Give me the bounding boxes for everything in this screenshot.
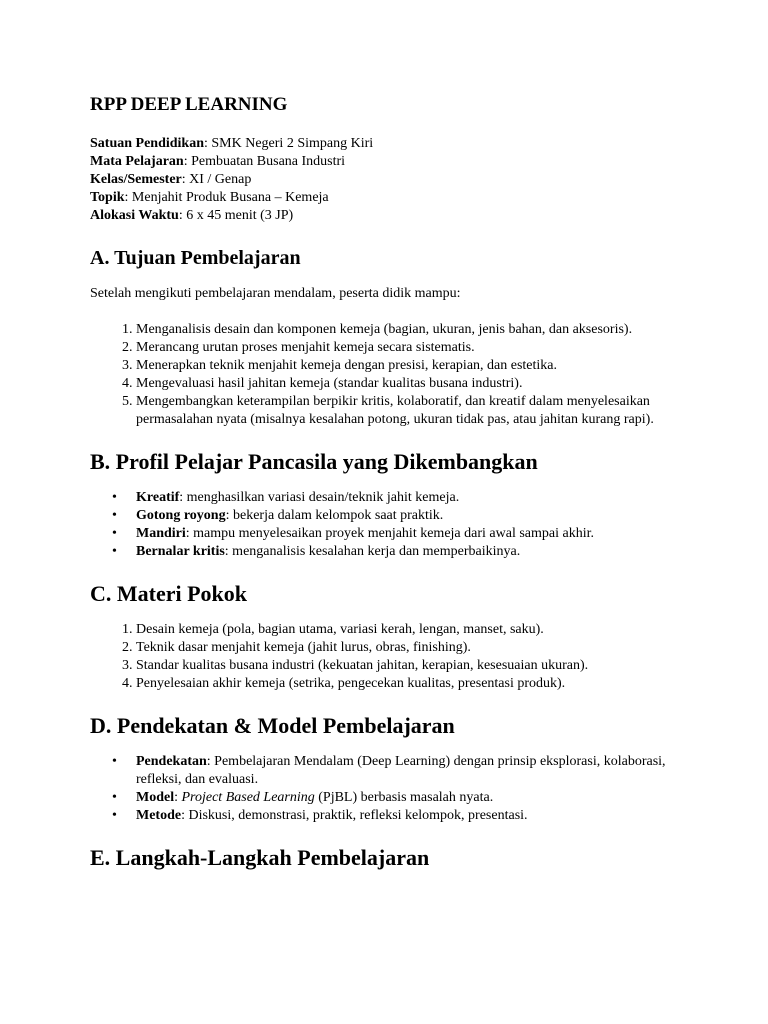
meta-row-topik: [90, 189, 708, 207]
document-title: RPP DEEP LEARNING: [90, 94, 288, 115]
item-text: : menghasilkan variasi desain/teknik jahit kemeja.: [179, 490, 460, 505]
list-item: 1. Desain kemeja (pola, bagian utama, variasi kerah, lengan, manset, saku).: [136, 621, 708, 639]
list-item: [112, 507, 708, 525]
item-text: : bekerja dalam kelompok saat praktik.: [225, 508, 444, 523]
meta-label: Kelas/Semester: [90, 172, 182, 187]
list-item: 4. Mengevaluasi hasil jahitan kemeja (standar kualitas busana industri).: [136, 375, 708, 393]
meta-value: : XI / Genap: [181, 172, 252, 187]
meta-value: : SMK Negeri 2 Simpang Kiri: [204, 136, 374, 151]
meta-label: Mata Pelajaran: [90, 154, 184, 169]
bullet-icon: •: [112, 544, 117, 559]
meta-label: Topik: [90, 190, 125, 205]
bullet-icon: •: [112, 754, 117, 769]
list-item: [112, 789, 708, 807]
list-item: [112, 807, 708, 825]
bullet-icon: •: [112, 790, 117, 805]
item-label: Bernalar kritis: [136, 544, 225, 559]
item-label: Gotong royong: [136, 508, 226, 523]
item-text: : Diskusi, demonstrasi, praktik, refleksi kelompok, presentasi.: [181, 808, 528, 823]
section-a-intro: Setelah mengikuti pembelajaran mendalam, peserta didik mampu:: [90, 286, 461, 301]
list-item: 2. Teknik dasar menjahit kemeja (jahit lurus, obras, finishing).: [136, 639, 708, 657]
meta-row-mapel: [90, 153, 708, 171]
bullet-icon: •: [112, 508, 117, 523]
section-e-heading: E. Langkah-Langkah Pembelajaran: [90, 845, 430, 870]
list-item: [112, 753, 708, 789]
bullet-icon: •: [112, 490, 117, 505]
item-label: Pendekatan: [136, 754, 207, 769]
list-item: [112, 543, 708, 561]
item-label: Model: [136, 790, 175, 805]
item-label: Metode: [136, 808, 182, 823]
tujuan-list: [90, 321, 708, 429]
document-meta: [90, 135, 708, 225]
item-text: :: [174, 790, 182, 805]
list-item: [112, 525, 708, 543]
meta-value: : 6 x 45 menit (3 JP): [178, 208, 294, 223]
item-text: : mampu menyelesaikan proyek menjahit kemeja dari awal sampai akhir.: [185, 526, 594, 541]
meta-value: : Pembuatan Busana Industri: [183, 154, 346, 169]
list-item: 3. Standar kualitas busana industri (kekuatan jahitan, kerapian, kesesuaian ukuran).: [136, 657, 708, 675]
item-label: Mandiri: [136, 526, 186, 541]
meta-row-kelas: [90, 171, 708, 189]
meta-value: : Menjahit Produk Busana – Kemeja: [124, 190, 329, 205]
item-text: : Pembelajaran Mendalam (Deep Learning) dengan prinsip eksplorasi, kolaborasi, refleksi, dan evaluasi.: [136, 754, 666, 787]
list-item: 4. Penyelesaian akhir kemeja (setrika, pengecekan kualitas, presentasi produk).: [136, 675, 708, 693]
item-label: Kreatif: [136, 490, 180, 505]
list-item: 5. Mengembangkan keterampilan berpikir kritis, kolaboratif, dan kreatif dalam menyelesaikan permasalahan nyata (misalnya kesalahan potong, ukuran tidak pas, atau jahitan kurang rapi).: [136, 393, 708, 429]
list-item: 1. Menganalisis desain dan komponen kemeja (bagian, ukuran, jenis bahan, dan aksesoris).: [136, 321, 708, 339]
bullet-icon: •: [112, 808, 117, 823]
profil-list: [90, 489, 708, 561]
list-item: 2. Merancang urutan proses menjahit kemeja secara sistematis.: [136, 339, 708, 357]
item-text-post: (PjBL) berbasis masalah nyata.: [314, 790, 494, 805]
section-a-heading: A. Tujuan Pembelajaran: [90, 247, 301, 269]
section-b-heading: B. Profil Pelajar Pancasila yang Dikembangkan: [90, 449, 538, 474]
list-item: [112, 489, 708, 507]
section-d-heading: D. Pendekatan & Model Pembelajaran: [90, 713, 455, 738]
meta-row-satuan: [90, 135, 708, 153]
item-italic: Project Based Learning: [181, 790, 315, 805]
section-c-heading: C. Materi Pokok: [90, 581, 248, 606]
meta-row-alokasi: [90, 207, 708, 225]
item-text: : menganalisis kesalahan kerja dan memperbaikinya.: [224, 544, 521, 559]
list-item: 3. Menerapkan teknik menjahit kemeja dengan presisi, kerapian, dan estetika.: [136, 357, 708, 375]
meta-label: Satuan Pendidikan: [90, 136, 204, 151]
materi-list: [90, 621, 708, 693]
pendekatan-list: [90, 753, 708, 825]
bullet-icon: •: [112, 526, 117, 541]
meta-label: Alokasi Waktu: [90, 208, 179, 223]
